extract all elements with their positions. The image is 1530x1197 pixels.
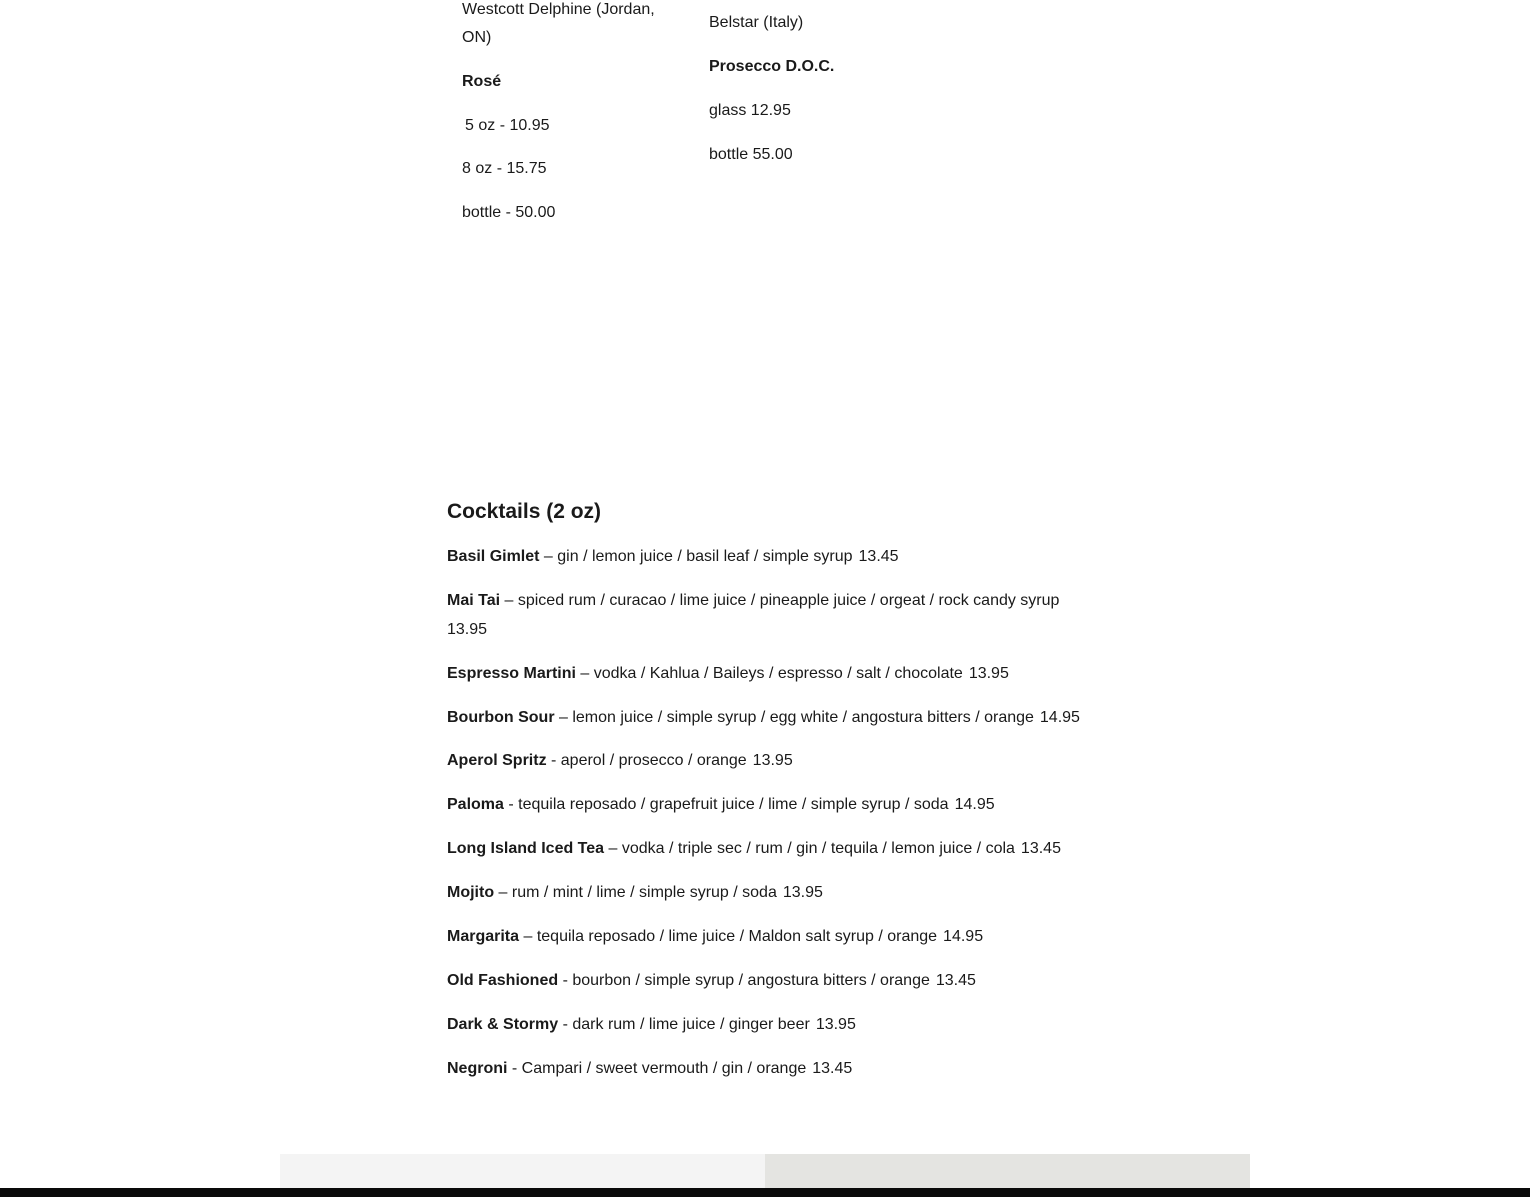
cocktail-name: Margarita (447, 928, 520, 945)
cocktail-price: 14.95 (943, 928, 984, 945)
wine-price-5oz: 5 oz - 10.95 (465, 117, 550, 134)
cocktail-price: 13.45 (858, 548, 899, 565)
cocktail-item (447, 1010, 1079, 1039)
cocktail-desc: – gin / lemon juice / basil leaf / simple syrup (539, 548, 853, 565)
wine-producer: Belstar (Italy) (709, 14, 804, 31)
cocktail-name: Negroni (447, 1060, 508, 1077)
cocktail-desc: – tequila reposado / lime juice / Maldon salt syrup / orange (519, 928, 938, 945)
wine-price-bottle: bottle 55.00 (709, 146, 793, 163)
cocktail-item (447, 966, 1079, 995)
cocktail-price: 13.95 (815, 1016, 856, 1033)
cocktail-desc: - bourbon / simple syrup / angostura bitters / orange (558, 972, 930, 989)
cocktail-desc: - dark rum / lime juice / ginger beer (558, 1016, 810, 1033)
cocktail-price: 13.45 (935, 972, 976, 989)
cocktail-name: Dark & Stormy (447, 1016, 559, 1033)
cocktail-desc: – vodka / Kahlua / Baileys / espresso / salt / chocolate (575, 665, 963, 682)
cocktail-name: Bourbon Sour (447, 709, 555, 726)
cocktail-name: Mai Tai (447, 592, 501, 609)
footer-panel-right (765, 1154, 1250, 1188)
cocktail-item (447, 878, 1079, 907)
wine-heading-prosecco: Prosecco D.O.C. (709, 58, 835, 75)
cocktail-item (447, 703, 1107, 732)
footer-panel-left (280, 1154, 765, 1188)
cocktail-desc: - aperol / prosecco / orange (546, 752, 747, 769)
wine-producer-line: ON) (462, 29, 492, 46)
cocktail-price: 13.95 (447, 621, 488, 638)
cocktail-price: 13.45 (1020, 840, 1061, 857)
cocktail-item (447, 746, 1079, 775)
wine-price-8oz: 8 oz - 15.75 (462, 160, 547, 177)
cocktail-name: Espresso Martini (447, 665, 576, 682)
cocktail-item (447, 586, 1079, 644)
cocktail-item (447, 542, 1079, 571)
wine-producer-line: Westcott Delphine (Jordan, (462, 1, 655, 18)
cocktail-price: 13.45 (812, 1060, 853, 1077)
cocktail-desc: – vodka / triple sec / rum / gin / tequila / lemon juice / cola (604, 840, 1015, 857)
wine-heading-rose: Rosé (462, 73, 502, 90)
cocktail-name: Old Fashioned (447, 972, 559, 989)
cocktail-item (447, 1054, 1079, 1083)
cocktails-title: Cocktails (2 oz) (447, 500, 602, 523)
cocktail-name: Aperol Spritz (447, 752, 547, 769)
cocktail-price: 14.95 (954, 796, 995, 813)
cocktail-price: 13.95 (782, 884, 823, 901)
cocktail-item (447, 922, 1079, 951)
cocktail-item (447, 659, 1079, 688)
cocktail-desc: - tequila reposado / grapefruit juice / lime / simple syrup / soda (503, 796, 949, 813)
cocktail-price: 13.95 (752, 752, 793, 769)
cocktail-desc: – rum / mint / lime / simple syrup / soda (494, 884, 777, 901)
cocktail-price: 13.95 (968, 665, 1009, 682)
cocktail-price: 14.95 (1039, 709, 1080, 726)
bottom-bar (0, 1188, 1530, 1197)
cocktail-name: Mojito (447, 884, 495, 901)
cocktail-desc: – spiced rum / curacao / lime juice / pineapple juice / orgeat / rock candy syrup (500, 592, 1060, 609)
cocktail-item (447, 790, 1079, 819)
cocktail-desc: – lemon juice / simple syrup / egg white / angostura bitters / orange (554, 709, 1034, 726)
cocktail-desc: - Campari / sweet vermouth / gin / orange (507, 1060, 807, 1077)
cocktail-item (447, 834, 1079, 863)
cocktail-name: Basil Gimlet (447, 548, 540, 565)
cocktail-name: Long Island Iced Tea (447, 840, 605, 857)
cocktail-name: Paloma (447, 796, 504, 813)
wine-price-glass: glass 12.95 (709, 102, 791, 119)
wine-price-bottle: bottle - 50.00 (462, 204, 556, 221)
